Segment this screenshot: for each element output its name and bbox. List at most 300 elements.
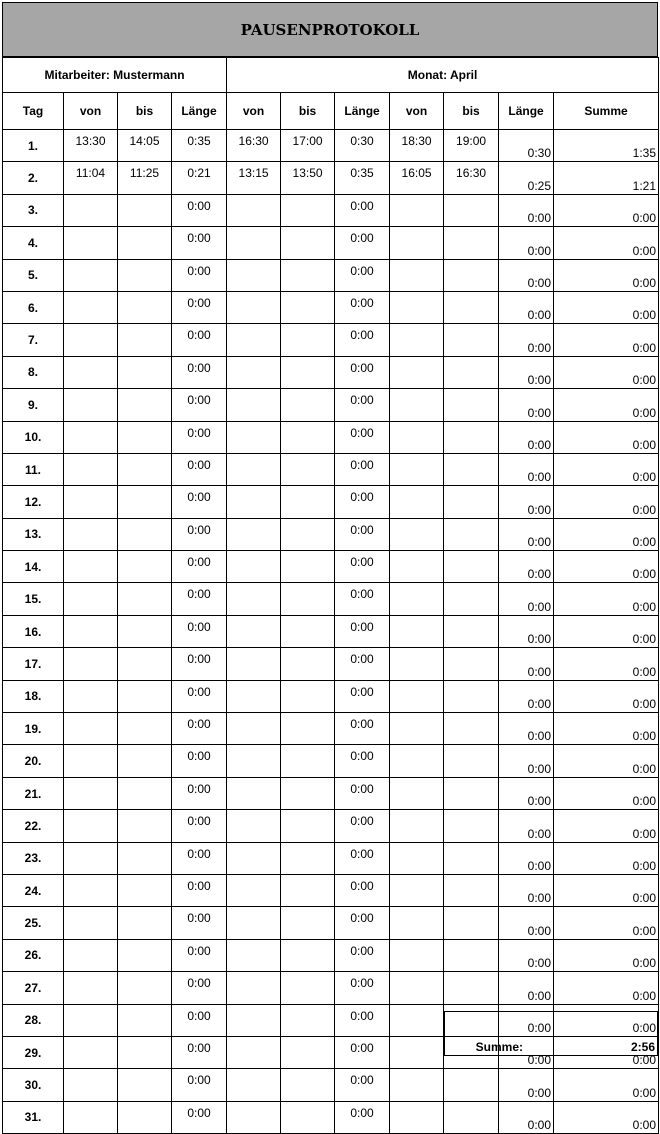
day-sum: 0:00 (554, 939, 659, 971)
break3-end[interactable] (444, 648, 499, 680)
break1-end[interactable] (118, 615, 172, 647)
break1-start[interactable] (64, 1036, 118, 1068)
break2-start[interactable] (227, 453, 281, 485)
day-label: 25. (3, 907, 64, 939)
table-row (3, 713, 659, 745)
break1-end[interactable] (118, 324, 172, 356)
table-row (3, 842, 659, 874)
break1-start[interactable] (64, 680, 118, 712)
break2-length: 0:00 (335, 972, 390, 1004)
break1-length: 0:00 (172, 486, 227, 518)
break2-end[interactable] (281, 939, 335, 971)
break3-start[interactable] (390, 1036, 444, 1068)
day-label: 31. (3, 1101, 64, 1133)
table-row (3, 777, 659, 809)
break2-end[interactable] (281, 486, 335, 518)
break2-end[interactable]: 13:50 (281, 162, 335, 194)
break3-length: 0:00 (499, 291, 554, 323)
break1-length: 0:00 (172, 453, 227, 485)
break1-length: 0:00 (172, 874, 227, 906)
break1-length: 0:00 (172, 777, 227, 809)
header-laenge-2: Länge (335, 93, 390, 130)
day-label: 27. (3, 972, 64, 1004)
break1-end[interactable]: 14:05 (118, 130, 172, 162)
day-sum: 0:00 (554, 810, 659, 842)
day-label: 6. (3, 291, 64, 323)
break1-end[interactable] (118, 777, 172, 809)
break2-length: 0:00 (335, 1004, 390, 1036)
break2-start[interactable] (227, 680, 281, 712)
break3-end[interactable] (444, 421, 499, 453)
break1-start[interactable] (64, 227, 118, 259)
break3-end[interactable] (444, 713, 499, 745)
break1-end[interactable] (118, 551, 172, 583)
day-label: 28. (3, 1004, 64, 1036)
table-row (3, 259, 659, 291)
break2-start[interactable] (227, 615, 281, 647)
break2-end[interactable] (281, 648, 335, 680)
break3-length: 0:00 (499, 874, 554, 906)
day-label: 22. (3, 810, 64, 842)
break1-start[interactable] (64, 615, 118, 647)
break3-end[interactable] (444, 259, 499, 291)
break2-end[interactable] (281, 518, 335, 550)
break2-start[interactable] (227, 907, 281, 939)
day-label: 15. (3, 583, 64, 615)
break1-start[interactable] (64, 1101, 118, 1133)
break3-start[interactable] (390, 356, 444, 388)
break1-start[interactable] (64, 453, 118, 485)
break2-start[interactable] (227, 551, 281, 583)
break2-length: 0:00 (335, 1069, 390, 1101)
break2-end[interactable] (281, 615, 335, 647)
break1-length: 0:00 (172, 227, 227, 259)
day-label: 23. (3, 842, 64, 874)
break3-length: 0:00 (499, 194, 554, 226)
break3-start[interactable] (390, 745, 444, 777)
day-label: 14. (3, 551, 64, 583)
break3-end[interactable] (444, 518, 499, 550)
break1-start[interactable] (64, 356, 118, 388)
break2-end[interactable] (281, 551, 335, 583)
break1-start[interactable] (64, 1004, 118, 1036)
break1-start[interactable] (64, 939, 118, 971)
break3-length: 0:00 (499, 421, 554, 453)
day-label: 29. (3, 1036, 64, 1068)
break2-length: 0:00 (335, 810, 390, 842)
break2-start[interactable] (227, 777, 281, 809)
break3-end[interactable]: 16:30 (444, 162, 499, 194)
break2-start[interactable] (227, 518, 281, 550)
break1-length: 0:00 (172, 1101, 227, 1133)
break2-end[interactable] (281, 745, 335, 777)
break1-end[interactable] (118, 874, 172, 906)
break2-start[interactable] (227, 1004, 281, 1036)
break3-start[interactable] (390, 583, 444, 615)
break2-start[interactable] (227, 324, 281, 356)
day-label: 5. (3, 259, 64, 291)
break3-end[interactable] (444, 583, 499, 615)
break1-end[interactable] (118, 713, 172, 745)
break1-start[interactable] (64, 972, 118, 1004)
break2-length: 0:00 (335, 648, 390, 680)
break3-start[interactable] (390, 939, 444, 971)
employee-label[interactable]: Mitarbeiter: Mustermann (3, 58, 227, 93)
break3-start[interactable] (390, 907, 444, 939)
break3-length: 0:00 (499, 1069, 554, 1101)
break1-end[interactable] (118, 518, 172, 550)
break1-start[interactable] (64, 745, 118, 777)
break1-end[interactable] (118, 648, 172, 680)
day-label: 4. (3, 227, 64, 259)
break3-length: 0:30 (499, 130, 554, 162)
break1-start[interactable] (64, 810, 118, 842)
day-sum: 1:35 (554, 130, 659, 162)
break2-end[interactable] (281, 583, 335, 615)
break2-start[interactable] (227, 356, 281, 388)
break1-start[interactable] (64, 518, 118, 550)
break1-start[interactable] (64, 874, 118, 906)
break1-start[interactable] (64, 486, 118, 518)
break3-length: 0:00 (499, 259, 554, 291)
break1-start[interactable]: 11:04 (64, 162, 118, 194)
break2-length: 0:00 (335, 421, 390, 453)
day-sum: 0:00 (554, 777, 659, 809)
break1-end[interactable] (118, 680, 172, 712)
break1-length: 0:00 (172, 939, 227, 971)
break1-start[interactable] (64, 194, 118, 226)
day-sum: 0:00 (554, 842, 659, 874)
break2-start[interactable] (227, 842, 281, 874)
break1-end[interactable] (118, 907, 172, 939)
break3-end[interactable] (444, 972, 499, 1004)
break2-start[interactable] (227, 1069, 281, 1101)
day-label: 17. (3, 648, 64, 680)
month-label[interactable]: Monat: April (227, 58, 659, 93)
break3-end[interactable] (444, 291, 499, 323)
total-footer (444, 1011, 658, 1056)
break2-end[interactable] (281, 259, 335, 291)
break3-start[interactable] (390, 324, 444, 356)
break2-start[interactable] (227, 745, 281, 777)
break1-start[interactable]: 13:30 (64, 130, 118, 162)
break2-end[interactable] (281, 972, 335, 1004)
break1-end[interactable] (118, 389, 172, 421)
table-row (3, 874, 659, 906)
day-sum: 0:00 (554, 291, 659, 323)
break2-start[interactable] (227, 648, 281, 680)
day-rows (3, 130, 659, 1134)
break2-start[interactable] (227, 874, 281, 906)
break1-end[interactable]: 11:25 (118, 162, 172, 194)
break3-length: 0:00 (499, 583, 554, 615)
day-sum: 0:00 (554, 972, 659, 1004)
break2-end[interactable] (281, 810, 335, 842)
break3-start[interactable] (390, 972, 444, 1004)
table-row (3, 389, 659, 421)
break1-length: 0:00 (172, 615, 227, 647)
break2-length: 0:00 (335, 486, 390, 518)
header-summe: Summe (554, 93, 659, 130)
table-row (3, 130, 659, 162)
break2-end[interactable] (281, 713, 335, 745)
break3-start[interactable] (390, 453, 444, 485)
break2-end[interactable] (281, 1004, 335, 1036)
day-sum: 0:00 (554, 680, 659, 712)
break1-end[interactable] (118, 291, 172, 323)
break2-start[interactable]: 16:30 (227, 130, 281, 162)
break2-length: 0:00 (335, 777, 390, 809)
break3-start[interactable] (390, 615, 444, 647)
break2-length: 0:00 (335, 680, 390, 712)
break1-end[interactable] (118, 745, 172, 777)
break2-end[interactable] (281, 194, 335, 226)
break1-end[interactable] (118, 227, 172, 259)
break2-start[interactable] (227, 1101, 281, 1133)
break3-end[interactable] (444, 356, 499, 388)
table-row (3, 810, 659, 842)
break3-end[interactable] (444, 227, 499, 259)
break1-length: 0:00 (172, 356, 227, 388)
break1-end[interactable] (118, 194, 172, 226)
break3-length: 0:00 (499, 939, 554, 971)
break3-start[interactable] (390, 291, 444, 323)
day-label: 19. (3, 713, 64, 745)
break2-start[interactable] (227, 713, 281, 745)
break3-length: 0:00 (499, 615, 554, 647)
break2-end[interactable] (281, 421, 335, 453)
break1-length: 0:00 (172, 648, 227, 680)
break2-end[interactable] (281, 777, 335, 809)
break3-start[interactable] (390, 227, 444, 259)
break3-length: 0:00 (499, 810, 554, 842)
break1-start[interactable] (64, 291, 118, 323)
day-label: 12. (3, 486, 64, 518)
break3-start[interactable] (390, 1069, 444, 1101)
break2-start[interactable] (227, 939, 281, 971)
break3-start[interactable] (390, 648, 444, 680)
break1-end[interactable] (118, 939, 172, 971)
break2-start[interactable] (227, 291, 281, 323)
break1-start[interactable] (64, 777, 118, 809)
break1-end[interactable] (118, 583, 172, 615)
break2-length: 0:00 (335, 1101, 390, 1133)
break2-end[interactable] (281, 842, 335, 874)
break1-end[interactable] (118, 453, 172, 485)
break1-start[interactable] (64, 551, 118, 583)
break2-end[interactable] (281, 907, 335, 939)
break3-end[interactable] (444, 324, 499, 356)
day-sum: 0:00 (554, 389, 659, 421)
break2-start[interactable] (227, 1036, 281, 1068)
break3-end[interactable] (444, 389, 499, 421)
table-row (3, 453, 659, 485)
break2-end[interactable] (281, 1069, 335, 1101)
table-row (3, 1069, 659, 1101)
day-label: 16. (3, 615, 64, 647)
break1-end[interactable] (118, 1101, 172, 1133)
table-row (3, 356, 659, 388)
break3-start[interactable] (390, 777, 444, 809)
break1-start[interactable] (64, 842, 118, 874)
break3-end[interactable] (444, 810, 499, 842)
table-row (3, 194, 659, 226)
break3-start[interactable] (390, 389, 444, 421)
break2-end[interactable] (281, 389, 335, 421)
break2-start[interactable] (227, 486, 281, 518)
break1-end[interactable] (118, 356, 172, 388)
break3-start[interactable] (390, 810, 444, 842)
break1-start[interactable] (64, 583, 118, 615)
break1-start[interactable] (64, 259, 118, 291)
table-row (3, 324, 659, 356)
break2-end[interactable] (281, 1101, 335, 1133)
break-log-table (2, 57, 659, 1134)
break3-length: 0:25 (499, 162, 554, 194)
break2-length: 0:00 (335, 194, 390, 226)
break2-end[interactable] (281, 356, 335, 388)
break1-length: 0:00 (172, 1004, 227, 1036)
table-row (3, 680, 659, 712)
break1-end[interactable] (118, 972, 172, 1004)
table-row (3, 518, 659, 550)
break1-length: 0:00 (172, 194, 227, 226)
break3-start[interactable] (390, 713, 444, 745)
break1-start[interactable] (64, 421, 118, 453)
break3-end[interactable] (444, 486, 499, 518)
break3-start[interactable] (390, 259, 444, 291)
break2-start[interactable] (227, 194, 281, 226)
break3-start[interactable] (390, 194, 444, 226)
break2-start[interactable] (227, 810, 281, 842)
break3-end[interactable] (444, 874, 499, 906)
break1-end[interactable] (118, 1036, 172, 1068)
day-label: 8. (3, 356, 64, 388)
break2-start[interactable]: 13:15 (227, 162, 281, 194)
break1-length: 0:00 (172, 1069, 227, 1101)
total-value[interactable]: 2:56 (553, 1011, 658, 1056)
break2-end[interactable] (281, 324, 335, 356)
break3-start[interactable] (390, 842, 444, 874)
day-sum: 0:00 (554, 1101, 659, 1133)
break1-end[interactable] (118, 486, 172, 518)
break3-end[interactable] (444, 777, 499, 809)
break1-length: 0:00 (172, 745, 227, 777)
break1-end[interactable] (118, 1069, 172, 1101)
header-von-2: von (227, 93, 281, 130)
break2-length: 0:00 (335, 907, 390, 939)
break3-end[interactable]: 19:00 (444, 130, 499, 162)
break1-start[interactable] (64, 389, 118, 421)
break3-end[interactable] (444, 1069, 499, 1101)
break3-start[interactable] (390, 1004, 444, 1036)
break1-length: 0:21 (172, 162, 227, 194)
break2-start[interactable] (227, 972, 281, 1004)
break2-end[interactable] (281, 680, 335, 712)
break3-length: 0:00 (499, 972, 554, 1004)
break1-length: 0:00 (172, 972, 227, 1004)
break2-end[interactable] (281, 453, 335, 485)
break3-end[interactable] (444, 680, 499, 712)
break1-length: 0:00 (172, 1036, 227, 1068)
break1-end[interactable] (118, 259, 172, 291)
header-von-3: von (390, 93, 444, 130)
day-sum: 0:00 (554, 648, 659, 680)
break3-start[interactable] (390, 518, 444, 550)
break1-start[interactable] (64, 907, 118, 939)
break3-length: 0:00 (499, 680, 554, 712)
break1-end[interactable] (118, 810, 172, 842)
break3-end[interactable] (444, 842, 499, 874)
day-label: 2. (3, 162, 64, 194)
break3-length: 0:00 (499, 713, 554, 745)
break2-length: 0:00 (335, 615, 390, 647)
day-sum: 0:00 (554, 518, 659, 550)
break3-end[interactable] (444, 453, 499, 485)
break3-end[interactable] (444, 194, 499, 226)
break3-length: 0:00 (499, 551, 554, 583)
break1-end[interactable] (118, 842, 172, 874)
break2-end[interactable] (281, 291, 335, 323)
day-sum: 0:00 (554, 874, 659, 906)
break3-start[interactable]: 16:05 (390, 162, 444, 194)
day-label: 1. (3, 130, 64, 162)
break2-end[interactable] (281, 874, 335, 906)
break2-end[interactable] (281, 1036, 335, 1068)
break2-start[interactable] (227, 227, 281, 259)
break3-start[interactable] (390, 1101, 444, 1133)
table-row (3, 1101, 659, 1133)
break2-start[interactable] (227, 259, 281, 291)
break1-length: 0:00 (172, 680, 227, 712)
day-sum: 0:00 (554, 259, 659, 291)
break3-start[interactable] (390, 486, 444, 518)
break3-start[interactable] (390, 551, 444, 583)
day-sum: 0:00 (554, 486, 659, 518)
day-label: 26. (3, 939, 64, 971)
break3-start[interactable] (390, 874, 444, 906)
break3-start[interactable] (390, 421, 444, 453)
break3-length: 0:00 (499, 227, 554, 259)
break2-end[interactable]: 17:00 (281, 130, 335, 162)
break1-start[interactable] (64, 1069, 118, 1101)
break2-end[interactable] (281, 227, 335, 259)
break1-end[interactable] (118, 421, 172, 453)
break3-length: 0:00 (499, 324, 554, 356)
break3-end[interactable] (444, 939, 499, 971)
break3-end[interactable] (444, 551, 499, 583)
break3-end[interactable] (444, 907, 499, 939)
break1-end[interactable] (118, 1004, 172, 1036)
break3-end[interactable] (444, 745, 499, 777)
day-sum: 0:00 (554, 1004, 659, 1036)
break2-start[interactable] (227, 421, 281, 453)
day-sum: 0:00 (554, 324, 659, 356)
break3-start[interactable] (390, 680, 444, 712)
header-bis-1: bis (118, 93, 172, 130)
break1-start[interactable] (64, 324, 118, 356)
break2-start[interactable] (227, 389, 281, 421)
break1-start[interactable] (64, 713, 118, 745)
break3-end[interactable] (444, 1101, 499, 1133)
break2-start[interactable] (227, 583, 281, 615)
break3-start[interactable]: 18:30 (390, 130, 444, 162)
break3-end[interactable] (444, 615, 499, 647)
day-sum: 0:00 (554, 356, 659, 388)
break1-start[interactable] (64, 648, 118, 680)
break3-length: 0:00 (499, 1036, 554, 1068)
header-bis-3: bis (444, 93, 499, 130)
